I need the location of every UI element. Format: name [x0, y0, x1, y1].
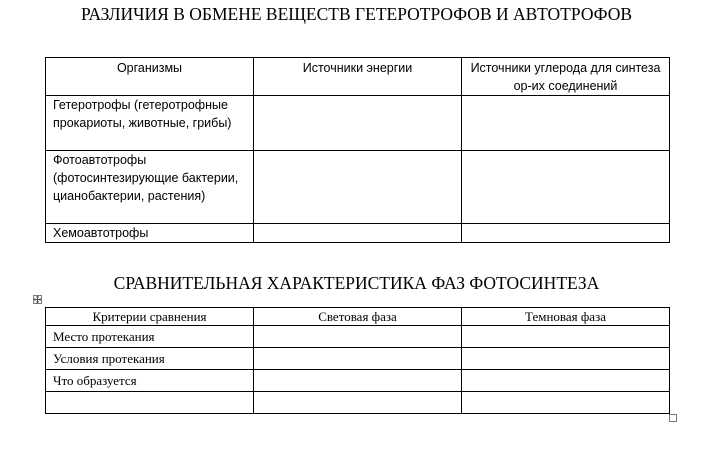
- table-cell[interactable]: [254, 224, 462, 243]
- heading-photosynthesis-phases: СРАВНИТЕЛЬНАЯ ХАРАКТЕРИСТИКА ФАЗ ФОТОСИНТЕЗА: [113, 273, 600, 293]
- table-row: [46, 326, 670, 348]
- table-row: [46, 370, 670, 392]
- table-cell[interactable]: [254, 370, 462, 392]
- table-row: [46, 151, 670, 224]
- table-cell[interactable]: [254, 348, 462, 370]
- table-cell-location[interactable]: Место протекания: [46, 326, 254, 348]
- table-row: [46, 392, 670, 414]
- table-cell[interactable]: [462, 348, 670, 370]
- table-header-row: [46, 58, 670, 96]
- table-cell[interactable]: [254, 151, 462, 224]
- table-cell[interactable]: [46, 392, 254, 414]
- heading-metabolism-differences: РАЗЛИЧИЯ В ОБМЕНЕ ВЕЩЕСТВ ГЕТЕРОТРОФОВ И АВТОТРОФОВ: [80, 4, 633, 24]
- table-cell[interactable]: [254, 392, 462, 414]
- header-cell-energy-sources[interactable]: Источники энергии: [254, 58, 462, 96]
- move-arrows-icon[interactable]: [33, 295, 42, 304]
- table-cell[interactable]: [462, 224, 670, 243]
- header-cell-dark-phase[interactable]: Темновая фаза: [462, 308, 670, 326]
- header-cell-organisms[interactable]: Организмы: [46, 58, 254, 96]
- table-cell-photoautotrophs[interactable]: Фотоавтотрофы (фотосинтезирующие бактерии, цианобактерии, растения): [46, 151, 254, 224]
- header-cell-criteria[interactable]: Критерии сравнения: [46, 308, 254, 326]
- header-cell-carbon-sources[interactable]: Источники углерода для синтеза ор-их соединений: [462, 58, 670, 96]
- metabolism-table: [45, 57, 670, 243]
- resize-square-icon[interactable]: [669, 414, 677, 422]
- table-row: [46, 348, 670, 370]
- header-cell-light-phase[interactable]: Световая фаза: [254, 308, 462, 326]
- table-cell-chemoautotrophs[interactable]: Хемоавтотрофы: [46, 224, 254, 243]
- table-cell[interactable]: [462, 370, 670, 392]
- table-cell[interactable]: [462, 151, 670, 224]
- photosynthesis-table: [45, 307, 670, 414]
- table-cell[interactable]: [462, 326, 670, 348]
- table-cell[interactable]: [462, 96, 670, 151]
- table-header-row: [46, 308, 670, 326]
- table-cell[interactable]: [254, 96, 462, 151]
- table-cell-conditions[interactable]: Условия протекания: [46, 348, 254, 370]
- table-cell-products[interactable]: Что образуется: [46, 370, 254, 392]
- table-cell[interactable]: [254, 326, 462, 348]
- table-cell-heterotrophs[interactable]: Гетеротрофы (гетеротрофные прокариоты, животные, грибы): [46, 96, 254, 151]
- table-row: [46, 96, 670, 151]
- table-row: [46, 224, 670, 243]
- table-cell[interactable]: [462, 392, 670, 414]
